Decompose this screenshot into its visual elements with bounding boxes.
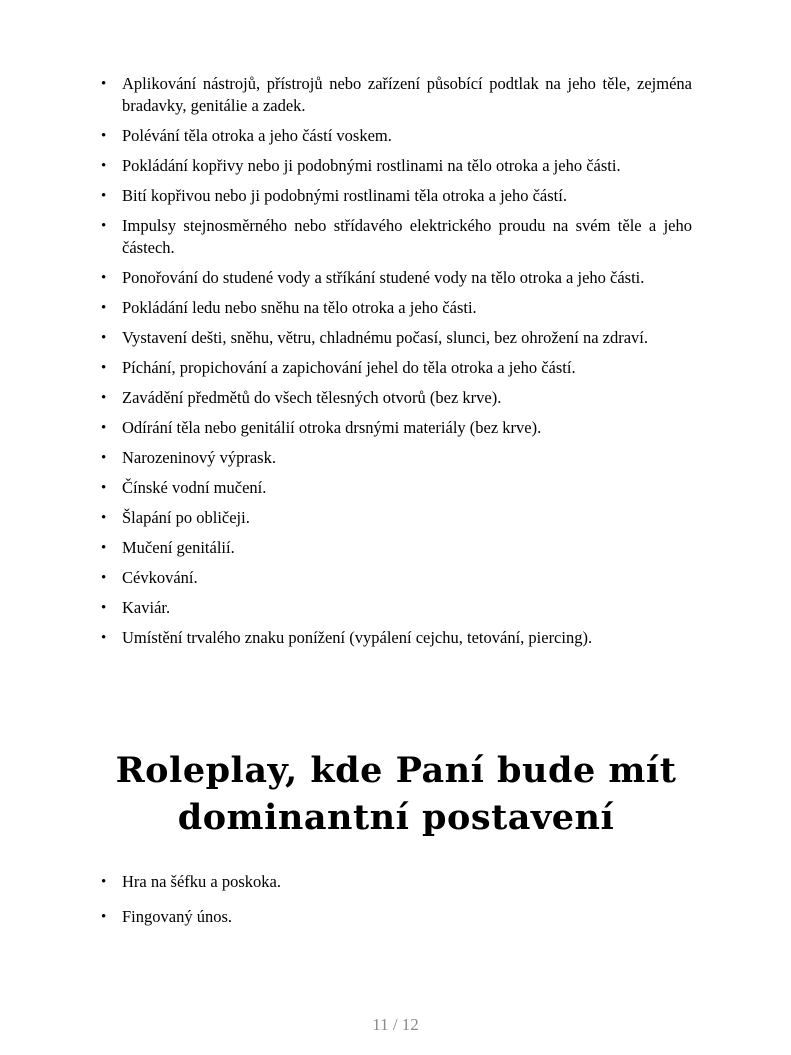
- list-item: • Ponořování do studené vody a stříkání studené vody na tělo otroka a jeho části.: [122, 267, 692, 289]
- list-item: • Šlapání po obličeji.: [122, 507, 692, 529]
- list-item: • Vystavení dešti, sněhu, větru, chladnému počasí, slunci, bez ohrožení na zdraví.: [122, 327, 692, 349]
- list-item: • Zavádění předmětů do všech tělesných otvorů (bez krve).: [122, 387, 692, 409]
- list-item: • Umístění trvalého znaku ponížení (vypálení cejchu, tetování, piercing).: [122, 627, 692, 649]
- list-item: • Aplikování nástrojů, přístrojů nebo zařízení působící podtlak na jeho těle, zejména bradavky, genitálie a zadek.: [122, 73, 692, 117]
- list-item: • Hra na šéfku a poskoka.: [122, 871, 692, 893]
- page-number: 11 / 12: [372, 1015, 419, 1034]
- list-item: • Fingovaný únos.: [122, 906, 692, 928]
- list-item: • Narozeninový výprask.: [122, 447, 692, 469]
- roleplay-bullet-list: [100, 871, 692, 928]
- list-item: • Polévání těla otroka a jeho částí voskem.: [122, 125, 692, 147]
- section-heading: Roleplay, kde Paní bude mít dominantní postavení: [115, 750, 677, 838]
- list-item: • Mučení genitálií.: [122, 537, 692, 559]
- main-bullet-list: [100, 73, 692, 649]
- page-content: [100, 73, 692, 941]
- list-item: • Pokládání ledu nebo sněhu na tělo otroka a jeho části.: [122, 297, 692, 319]
- list-item: • Pokládání kopřivy nebo ji podobnými rostlinami na tělo otroka a jeho části.: [122, 155, 692, 177]
- list-item: • Cévkování.: [122, 567, 692, 589]
- list-item: • Odírání těla nebo genitálií otroka drsnými materiály (bez krve).: [122, 417, 692, 439]
- list-item: • Čínské vodní mučení.: [122, 477, 692, 499]
- list-item: • Impulsy stejnosměrného nebo střídavého elektrického proudu na svém těle a jeho částech.: [122, 215, 692, 259]
- list-item: • Kaviár.: [122, 597, 692, 619]
- list-item: • Píchání, propichování a zapichování jehel do těla otroka a jeho částí.: [122, 357, 692, 379]
- list-item: • Bití kopřivou nebo ji podobnými rostlinami těla otroka a jeho částí.: [122, 185, 692, 207]
